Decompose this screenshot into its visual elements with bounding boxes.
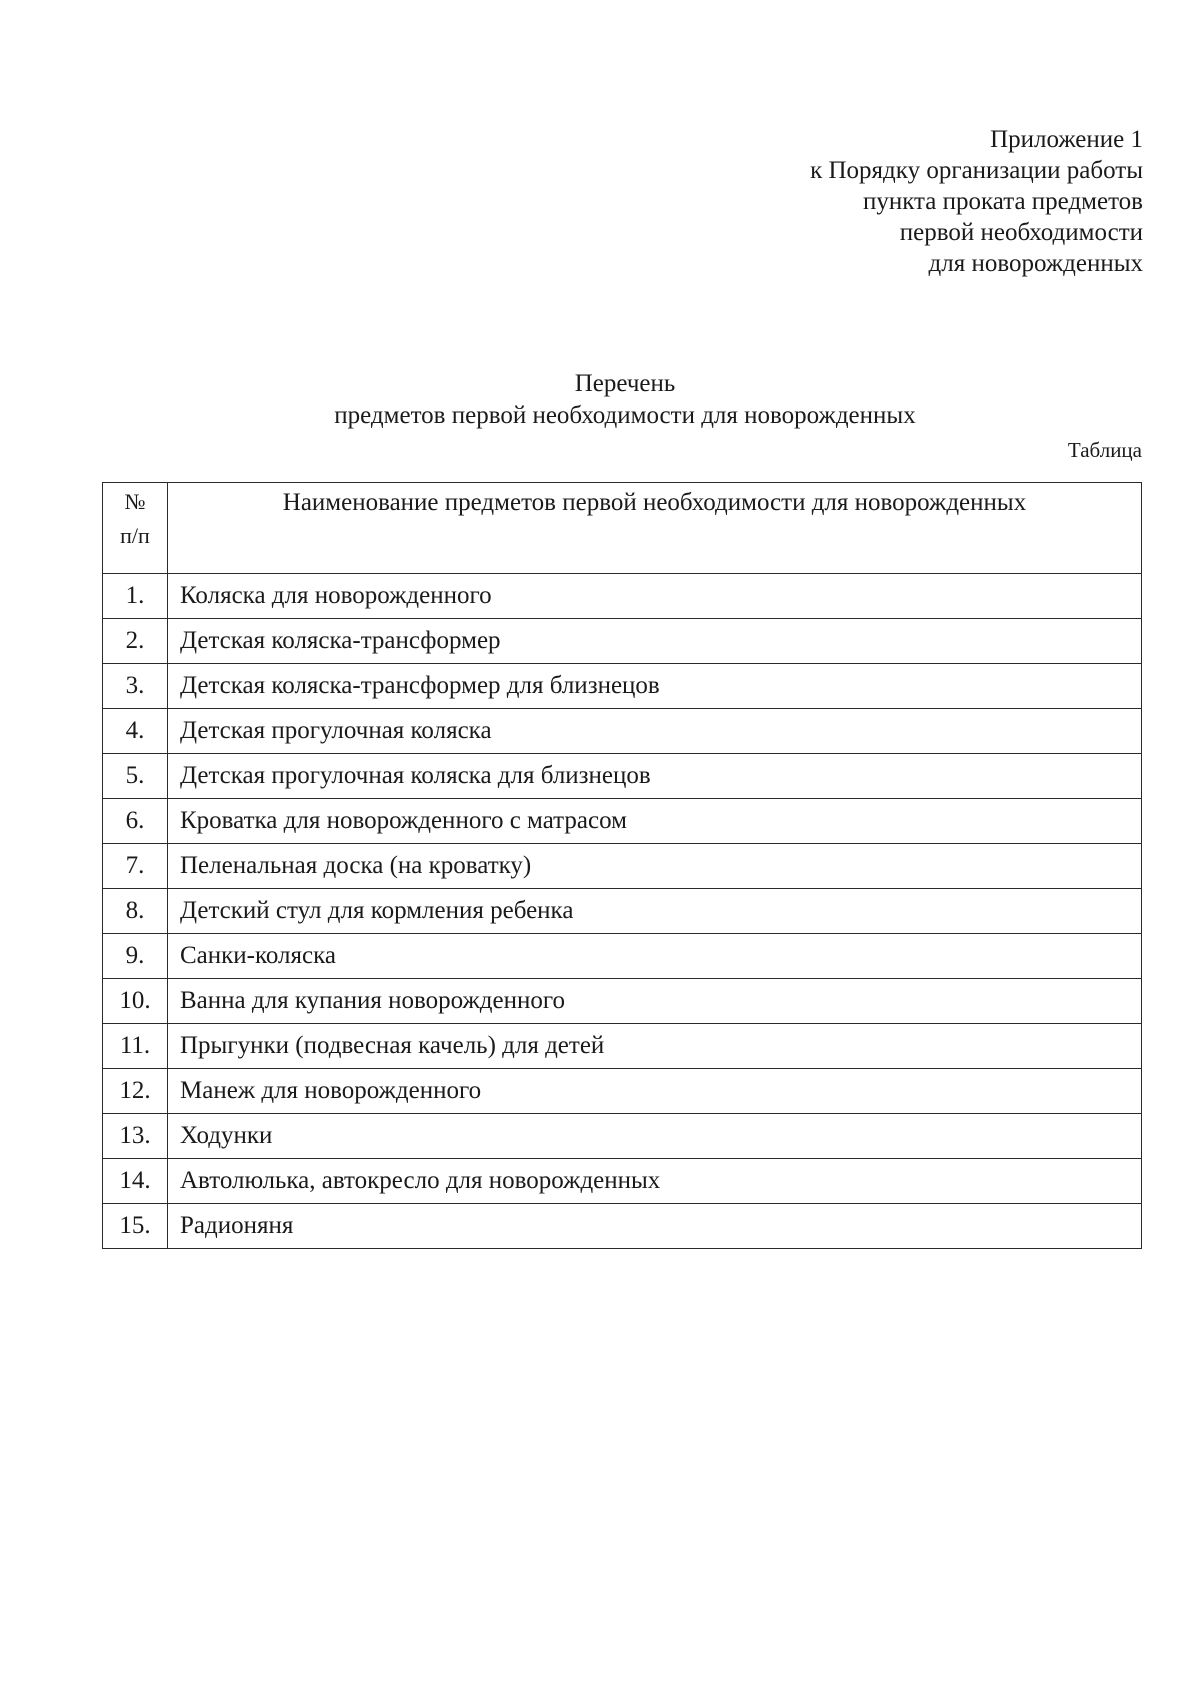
appendix-line: первой необходимости (899, 219, 1143, 246)
table-row (103, 1114, 1142, 1159)
row-item-name: Коляска для новорожденного (168, 574, 1142, 619)
row-item-name: Пеленальная доска (на кроватку) (168, 844, 1142, 889)
table-row (103, 1024, 1142, 1069)
number-header-abbrev: п/п (120, 523, 150, 548)
table-row (103, 754, 1142, 799)
table-row (103, 979, 1142, 1024)
row-number: 6. (103, 799, 168, 844)
row-number: 5. (103, 754, 168, 799)
number-header-symbol: № (124, 489, 146, 514)
row-number: 9. (103, 934, 168, 979)
table-row (103, 1204, 1142, 1249)
row-number: 2. (103, 619, 168, 664)
appendix-line: Приложение 1 (990, 126, 1143, 153)
appendix-line: для новорожденных (928, 250, 1143, 277)
row-number: 1. (103, 574, 168, 619)
table-row (103, 574, 1142, 619)
appendix-line: пункта проката предметов (862, 188, 1143, 215)
row-item-name: Кроватка для новорожденного с матрасом (168, 799, 1142, 844)
row-item-name: Ходунки (168, 1114, 1142, 1159)
table-body (103, 574, 1142, 1249)
table-row (103, 664, 1142, 709)
row-item-name: Детская прогулочная коляска (168, 709, 1142, 754)
title-line-1: Перечень (574, 370, 676, 397)
table-row (103, 799, 1142, 844)
row-item-name: Детский стул для кормления ребенка (168, 889, 1142, 934)
appendix-reference (810, 124, 1143, 279)
row-number: 4. (103, 709, 168, 754)
row-item-name: Детская коляска-трансформер (168, 619, 1142, 664)
row-number: 11. (103, 1024, 168, 1069)
row-item-name: Радионяня (168, 1204, 1142, 1249)
table-row (103, 844, 1142, 889)
row-number: 13. (103, 1114, 168, 1159)
name-column-header: Наименование предметов первой необходимости для новорожденных (168, 483, 1142, 574)
table-label: Таблица (1067, 438, 1142, 462)
row-number: 14. (103, 1159, 168, 1204)
table-row (103, 619, 1142, 664)
row-number: 7. (103, 844, 168, 889)
row-item-name: Детская прогулочная коляска для близнецов (168, 754, 1142, 799)
title-line-2: предметов первой необходимости для новорожденных (334, 402, 916, 429)
row-number: 8. (103, 889, 168, 934)
table-row (103, 1069, 1142, 1114)
table-header-row (103, 483, 1142, 574)
table-row (103, 709, 1142, 754)
appendix-line: к Порядку организации работы (810, 157, 1143, 184)
table-row (103, 1159, 1142, 1204)
row-item-name: Ванна для купания новорожденного (168, 979, 1142, 1024)
row-item-name: Манеж для новорожденного (168, 1069, 1142, 1114)
table-row (103, 934, 1142, 979)
number-column-header (103, 483, 168, 574)
row-number: 3. (103, 664, 168, 709)
row-item-name: Автолюлька, автокресло для новорожденных (168, 1159, 1142, 1204)
row-number: 12. (103, 1069, 168, 1114)
row-number: 10. (103, 979, 168, 1024)
items-table (102, 482, 1142, 1249)
row-item-name: Детская коляска-трансформер для близнецов (168, 664, 1142, 709)
document-title (0, 368, 1200, 432)
table-row (103, 889, 1142, 934)
row-item-name: Санки-коляска (168, 934, 1142, 979)
row-number: 15. (103, 1204, 168, 1249)
row-item-name: Прыгунки (подвесная качель) для детей (168, 1024, 1142, 1069)
